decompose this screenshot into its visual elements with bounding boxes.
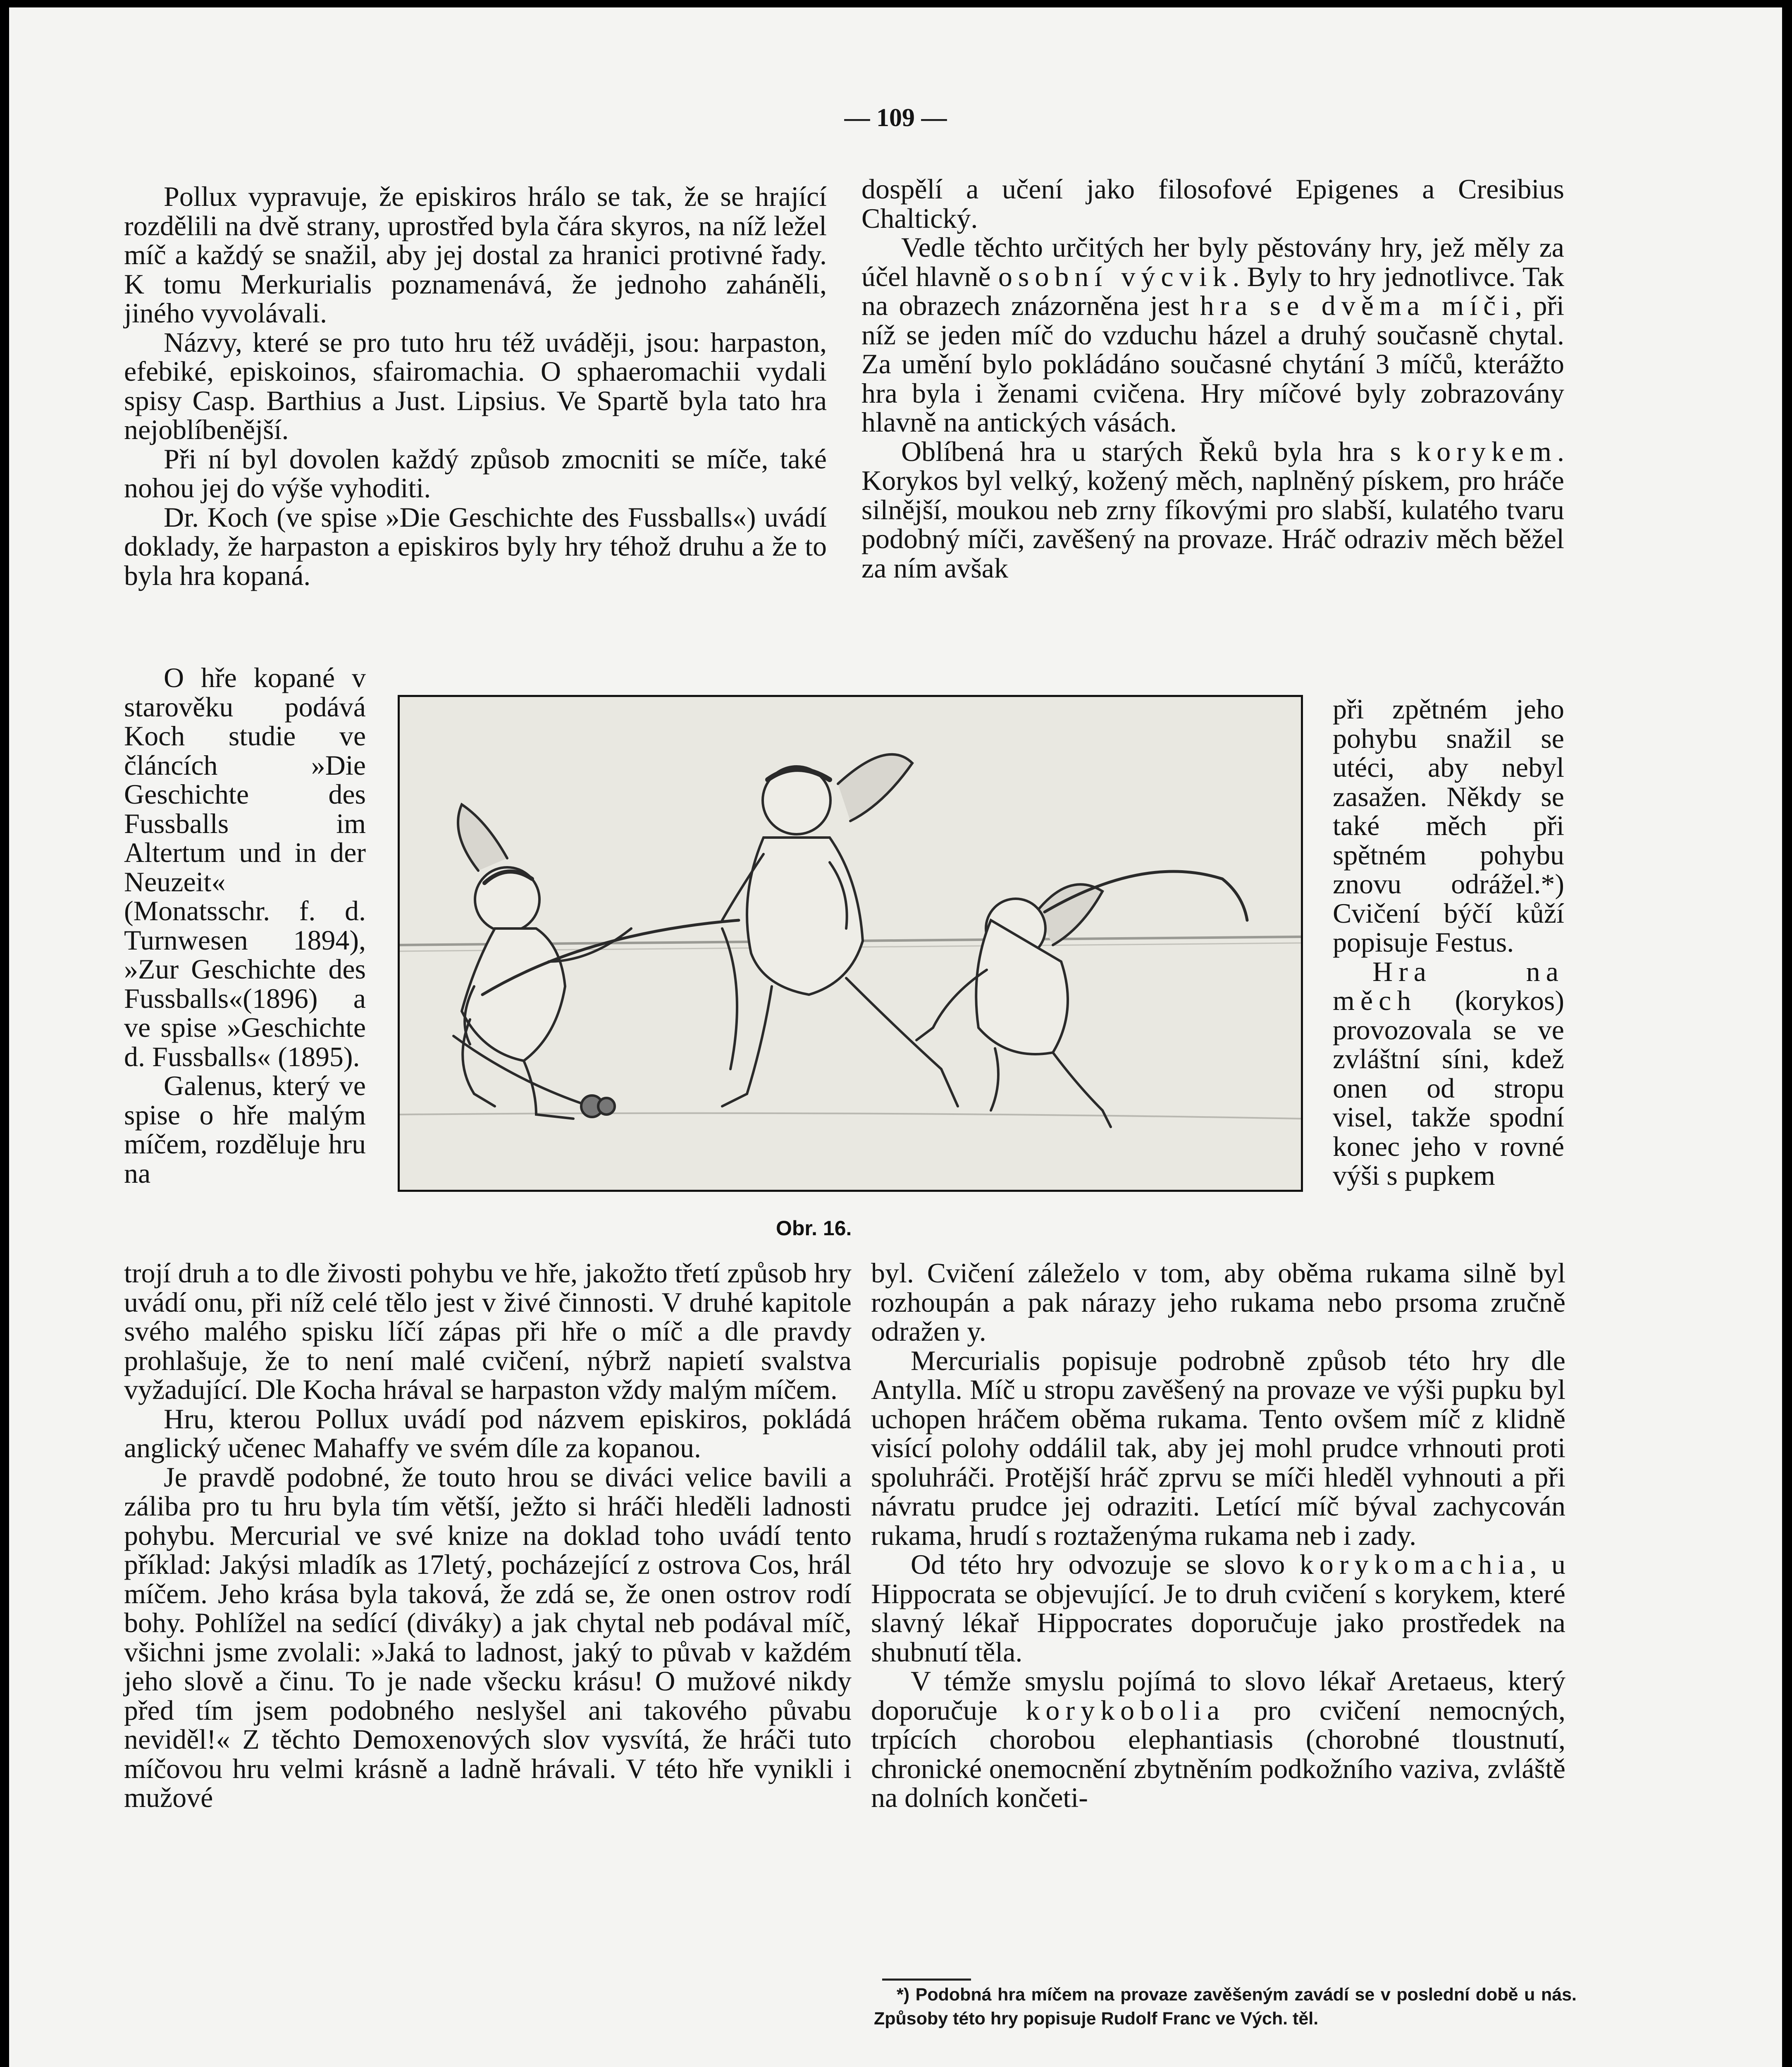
footnote-divider xyxy=(882,1979,971,1981)
cupids-drawing xyxy=(400,697,1301,1190)
paragraph: Při ní byl dovolen každý způsob zmocniti se míče, také nohou jej do výše vyhoditi. xyxy=(124,443,827,504)
paragraph xyxy=(1333,957,1564,1190)
page-number: — 109 — xyxy=(844,104,947,132)
right-column-bottom xyxy=(871,1258,1565,1812)
paragraph: O hře kopané v starověku podává Koch studie ve článcích »Die Geschichte des Fussballs im Altertum und in der Neuzeit« (Monatsschr. f. d. Turnwesen 1894), »Zur Geschichte des Fussballs«(1896) a ve spise »Geschichte d. Fussballs« (1895). xyxy=(124,662,366,1072)
left-column-narrow xyxy=(124,663,366,1188)
left-column-bottom xyxy=(124,1258,852,1812)
text-run: V témže smyslu pojímá to slovo lékař Aretaeus, který doporučuje xyxy=(871,1665,1565,1726)
spaced-term: korykem xyxy=(1417,435,1557,467)
figure-cupids-illustration xyxy=(398,695,1303,1192)
left-column-top xyxy=(124,182,827,590)
paragraph: Mercurialis popisuje podrobně způsob této hry dle Antylla. Míč u stropu zavěšený na provaze ve výši pupku byl uchopen hráčem oběma rukama. Tento ovšem míč z klidně visící polohy oddálil tak, aby jej mohl prudce vrhnouti proti spoluhráči. Protější hráč zprvu se míči hleděl vyhnouti a při návratu prudce jej odraziti. Letící míč býval zachycován rukama, hrudí s roztaženýma rukama neb i zady. xyxy=(871,1344,1565,1551)
text-run: pro cvičení nemocných, trpících chorobou elephantiasis (chorobné tloustnutí, chronické onemocnění zbytněním podkožního vaziva, zvláště na dolních končeti- xyxy=(871,1694,1565,1813)
text-run: Vedle těchto určitých her byly pěstovány hry, jež měly za účel hlavně xyxy=(861,232,1564,292)
paragraph: Je pravdě podobné, že touto hrou se diváci velice bavili a záliba pro tu hru byla tím větší, ježto si hráči hleděli ladnosti pohybu. Mercurial ve své knize na doklad toho uvádí tento příklad: Jakýsi mladík as 17letý, pocházející z ostrova Cos, hrál míčem. Jeho krása byla taková, že zdá se, že onen ostrov rodí bohy. Pohlížel na sedící (diváky) a jak chytal neb podával míč, všichni jsme zvolali: »Jaká to ladnost, jaký to půvab v každém jeho slově a činu. To je nade všecku krásu! O mužové nikdy před tím jsem podobného neslyšel ani takového půvabu neviděl!« Z těchto Demoxenových slov vysvítá, že hráči tuto míčovou hru velmi krásně a ladně hrávali. V této hře vynikli i mužové xyxy=(124,1461,852,1813)
right-column-top xyxy=(861,174,1564,582)
text-run: Od této hry odvozuje se slovo xyxy=(911,1549,1300,1580)
footnote-text: *) Podobná hra míčem na provaze zavěšeným zavádí se v poslední době u nás. Způsoby této hry popisuje Rudolf Franc ve Vých. těl. xyxy=(874,1985,1577,2029)
text-run: , u Hippocrata se objevující. Je to druh cvičení s korykem, které slavný lékař Hippocrates doporučuje jako prostředek na shubnutí těla. xyxy=(871,1549,1565,1668)
paragraph: Galenus, který ve spise o hře malým míčem, rozděluje hru na xyxy=(124,1070,366,1189)
text-run: . Korykos byl velký, kožený měch, naplněný pískem, pro hráče silnější, moukou neb zrny fíkovými pro slabší, kulatého tvaru podobný míči, zavěšený na provaze. Hráč odraziv měch běžel za ním avšak xyxy=(861,435,1564,584)
paragraph: byl. Cvičení záleželo v tom, aby oběma rukama silně byl rozhoupán a pak nárazy jeho rukama nebo prsoma zručně odražen y. xyxy=(871,1257,1565,1347)
paragraph: Názvy, které se pro tuto hru též uváději, jsou: harpaston, efebiké, episkoinos, sfairomachia. O sphaeromachii vydali spisy Casp. Barthius a Just. Lipsius. Ve Spartě byla tato hra nejoblíbenější. xyxy=(124,326,827,445)
text-run: . Byly to hry jednotlivce. Tak na obrazech znázorněna jest xyxy=(861,260,1564,321)
spaced-term: Hra na měch xyxy=(1333,955,1564,1016)
paragraph: dospělí a učení jako filosofové Epigenes a Cresibius Chaltický. xyxy=(861,173,1564,234)
page xyxy=(9,7,1782,2067)
text-run: , při níž se jeden míč do vzduchu házel a druhý současně chytal. Za umění bylo pokládáno současné chytání 3 míčů, kterážto hra byla i ženami cvičena. Hry míčové byly zobrazovány hlavně na antických vásách. xyxy=(861,290,1564,438)
spaced-term: hra se dvěma míči xyxy=(1200,290,1515,321)
paragraph: Dr. Koch (ve spise »Die Geschichte des Fussballs«) uvádí doklady, že harpaston a episkiros byly hry téhož druhu a že to byla hra kopaná. xyxy=(124,501,827,591)
footnote xyxy=(874,1983,1577,2031)
paragraph: Pollux vypravuje, že episkiros hrálo se tak, že se hrající rozdělili na dvě strany, uprostřed byla čára skyros, na níž ležel míč a každý se snažil, aby jej dostal za hranici protivné řady. K tomu Merkurialis poznamenává, že jednoho zaháněli, jiného vyvolávali. xyxy=(124,181,827,329)
paragraph xyxy=(861,233,1564,437)
paragraph: Hru, kterou Pollux uvádí pod názvem episkiros, pokládá anglický učenec Mahaffy ve svém díle za kopanou. xyxy=(124,1403,852,1463)
paragraph xyxy=(871,1666,1565,1812)
spaced-term: korykobolia xyxy=(1026,1694,1226,1726)
text-run: Oblíbená hra u starých Řeků byla hra s xyxy=(901,435,1417,467)
figure-caption: Obr. 16. xyxy=(776,1217,852,1240)
paragraph xyxy=(871,1550,1565,1666)
paragraph: trojí druh a to dle živosti pohybu ve hře, jakožto třetí způsob hry uvádí onu, při níž celé tělo jest v živé činnosti. V druhé kapitole svého malého spisku líčí zápas při hře o míč a dle pravdy prohlašuje, že to není malé cvičení, nýbrž napietí svalstva vyžadující. Dle Kocha hrával se harpaston vždy malým míčem. xyxy=(124,1257,852,1405)
text-run: (korykos) provozovala se ve zvláštní síni, kdež onen od stropu visel, takže spodní konec jeho v rovné výši s pupkem xyxy=(1333,985,1564,1191)
paragraph xyxy=(861,437,1564,583)
spaced-term: osobní výcvik xyxy=(998,260,1233,292)
paragraph: při zpětném jeho pohybu snažil se utéci, aby nebyl zasažen. Někdy se také měch při spětném pohybu znovu odrážel.*) Cvičení býčí kůží popisuje Festus. xyxy=(1333,693,1564,958)
spaced-term: korykomachia xyxy=(1299,1549,1530,1580)
right-column-narrow xyxy=(1333,695,1564,1190)
